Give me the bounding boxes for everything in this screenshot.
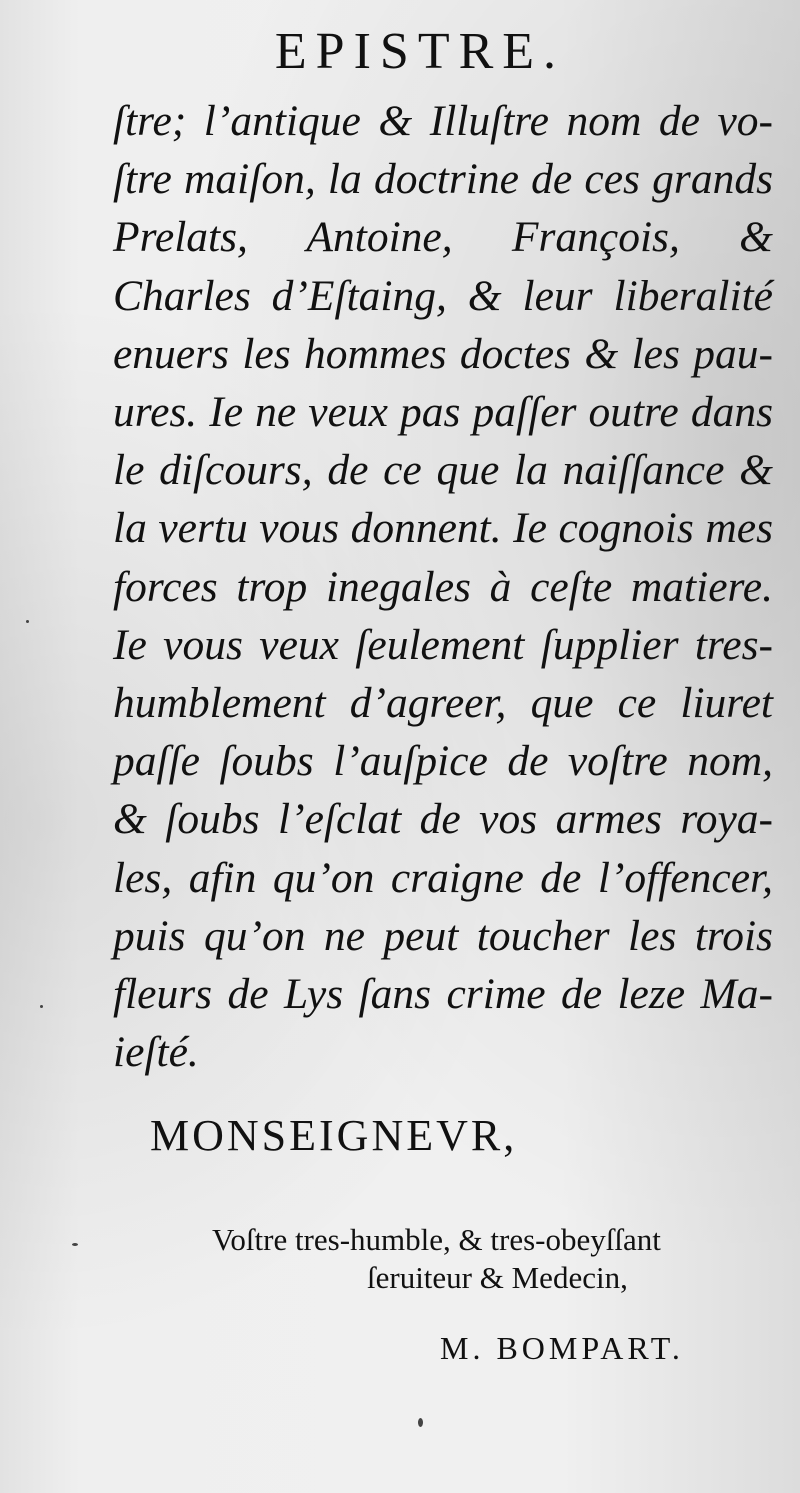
- body-line: Prelats, Antoine, François, &: [113, 213, 773, 262]
- body-line: humblement d’agreer, que ce liuret: [113, 679, 773, 728]
- body-line: puis qu’on ne peut toucher les trois: [113, 911, 773, 960]
- body-line: Charles d’Eſtaing, & leur liberalité: [113, 271, 773, 320]
- signature-line-2: ſeruiteur & Medecin,: [367, 1260, 628, 1295]
- body-line: enuers les hommes doctes & les pau-: [113, 329, 773, 378]
- body-line: ſtre; l’antique & Illuſtre nom de vo-: [113, 97, 773, 145]
- body-line: forces trop inegales à ceſte matiere.: [113, 562, 773, 611]
- body-line: paſſe ſoubs l’auſpice de voſtre nom,: [113, 737, 773, 786]
- paper-speck: [418, 1418, 423, 1427]
- paper-speck: [72, 1243, 78, 1246]
- body-line: la vertu vous donnent. Ie cognois mes: [113, 504, 773, 553]
- signature-name: M. BOMPART.: [440, 1330, 684, 1366]
- salutation: MONSEIGNEVR,: [150, 1111, 518, 1160]
- body-line: ures. Ie ne veux pas paſſer outre dans: [113, 388, 773, 437]
- body-line-last: ieſté.: [113, 1028, 199, 1077]
- epistle-body: [113, 92, 773, 1081]
- body-line: fleurs de Lys ſans crime de leze Ma-: [113, 970, 773, 1019]
- running-head: EPISTRE.: [274, 23, 566, 80]
- signature-line-1: Voſtre tres-humble, & tres-obeyſſant: [212, 1222, 661, 1257]
- paper-speck: [26, 620, 29, 623]
- paper-speck: [40, 1005, 43, 1008]
- body-line: & ſoubs l’eſclat de vos armes roya-: [113, 795, 773, 844]
- body-line: Ie vous veux ſeulement ſupplier tres-: [113, 620, 773, 669]
- body-line: les, afin qu’on craigne de l’offencer,: [113, 853, 773, 902]
- body-line: le diſcours, de ce que la naiſſance &: [113, 446, 773, 495]
- body-line: ſtre maiſon, la doctrine de ces grands: [113, 155, 773, 204]
